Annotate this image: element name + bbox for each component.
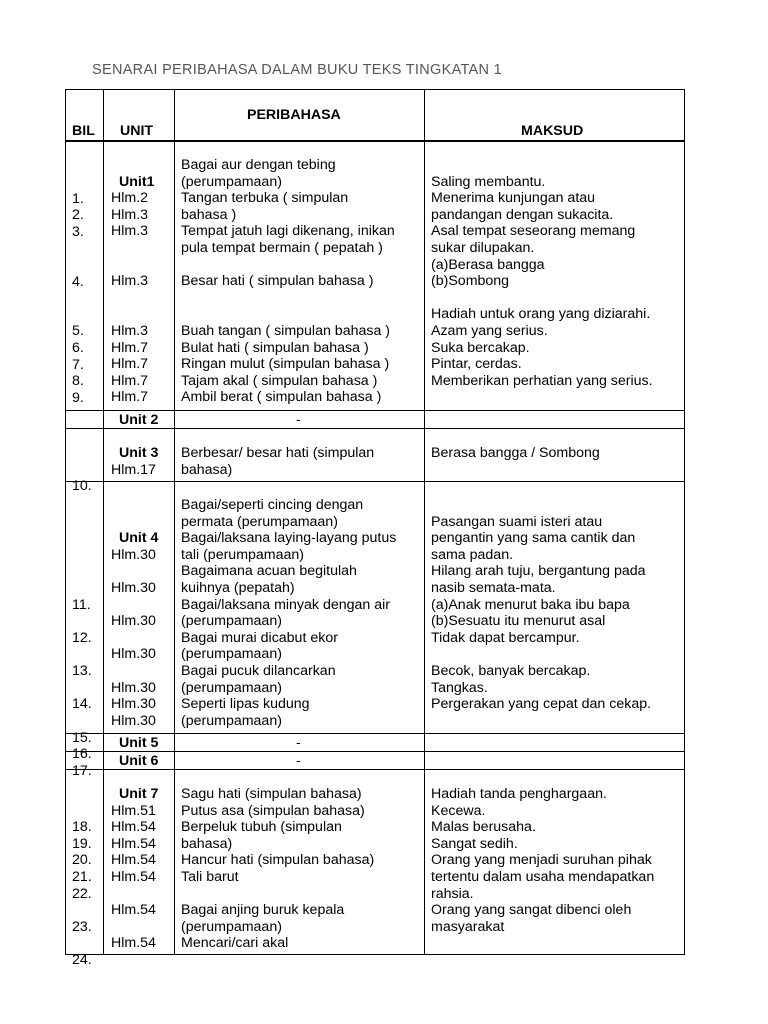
page-reference: Hlm.7 <box>111 356 149 373</box>
row-number: 10. <box>72 478 92 495</box>
page-reference: Hlm.30 <box>111 546 156 563</box>
proverb-text: Bagai aur dengan tebing <box>181 157 336 173</box>
proverb-text: Sagu hati (simpulan bahasa) <box>181 786 362 802</box>
unit-heading: Unit 5 <box>119 735 159 751</box>
proverb-text: bahasa) <box>181 835 233 852</box>
row-number: 22. <box>72 885 92 902</box>
row-number: 2. <box>72 207 84 224</box>
page-reference: Hlm.54 <box>111 935 156 952</box>
proverb-text: (perumpamaan) <box>181 712 282 729</box>
row-number: 18. <box>72 819 92 836</box>
row-number: 7. <box>72 356 84 373</box>
meaning-text: Menerima kunjungan atau <box>431 190 596 207</box>
proverb-text: - <box>296 735 301 751</box>
header-maksud: MAKSUD <box>521 123 584 139</box>
meaning-text: nasib semata-mata. <box>431 580 556 596</box>
unit-heading: Unit 3 <box>119 445 159 461</box>
proverb-text: Tajam akal ( simpulan bahasa ) <box>181 372 378 389</box>
proverb-text: Buah tangan ( simpulan bahasa ) <box>181 323 391 339</box>
proverb-text: pula tempat bermain ( pepatah ) <box>181 240 383 256</box>
meaning-text: pandangan dengan sukacita. <box>431 206 614 223</box>
meaning-text: Asal tempat seseorang memang <box>431 223 636 240</box>
meaning-text: Malas berusaha. <box>431 819 536 836</box>
proverb-text: (perumpamaan) <box>181 918 282 935</box>
proverb-text: tali (perumpamaan) <box>181 546 305 563</box>
row-number: 24. <box>72 952 92 968</box>
proverb-text: Ambil berat ( simpulan bahasa ) <box>181 389 382 406</box>
meaning-text: Kecewa. <box>431 802 486 819</box>
proverb-text: Bulat hati ( simpulan bahasa ) <box>181 339 369 356</box>
page-reference: Hlm.2 <box>111 190 149 207</box>
proverb-text: Berbesar/ besar hati (simpulan <box>181 445 375 461</box>
meaning-text: sama padan. <box>431 546 514 563</box>
proverb-text: Hancur hati (simpulan bahasa) <box>181 852 375 869</box>
page-reference: Hlm.30 <box>111 696 156 713</box>
meaning-text: Orang yang sangat dibenci oleh <box>431 902 632 919</box>
meaning-text: Pasangan suami isteri atau <box>431 513 603 530</box>
page-reference: Hlm.3 <box>111 206 149 223</box>
meaning-text: Pergerakan yang cepat dan cekap. <box>431 696 652 713</box>
proverb-text: Bagai/seperti cincing dengan <box>181 497 364 513</box>
meaning-text: sukar dilupakan. <box>431 240 535 256</box>
row-number: 15. <box>72 729 92 746</box>
proverb-text: Bagai/laksana minyak dengan air <box>181 596 391 613</box>
row-number: 19. <box>72 835 92 852</box>
page-reference: Hlm.30 <box>111 712 156 729</box>
row-number: 20. <box>72 852 92 869</box>
meaning-text: Suka bercakap. <box>431 339 530 356</box>
proverb-text: Tangan terbuka ( simpulan <box>181 190 349 207</box>
meaning-text: pengantin yang sama cantik dan <box>431 530 636 547</box>
column-divider <box>424 89 425 955</box>
page-reference: Hlm.3 <box>111 273 149 290</box>
proverb-text: (perumpamaan) <box>181 646 282 663</box>
meaning-text: Hilang arah tuju, bergantung pada <box>431 563 646 580</box>
page-reference: Hlm.54 <box>111 835 156 852</box>
header-divider <box>65 140 685 142</box>
unit-heading: Unit 2 <box>119 412 159 428</box>
unit-heading: Unit 4 <box>119 530 159 547</box>
meaning-text: Pintar, cerdas. <box>431 356 522 373</box>
proverb-text: Besar hati ( simpulan bahasa ) <box>181 273 374 290</box>
page-reference: Hlm.54 <box>111 869 156 885</box>
row-number: 13. <box>72 663 92 680</box>
row-number: 6. <box>72 340 84 356</box>
proverb-text: permata (perumpamaan) <box>181 513 338 530</box>
row-number: 12. <box>72 630 92 646</box>
meaning-text: Berasa bangga / Sombong <box>431 445 600 461</box>
page-reference: Hlm.51 <box>111 802 156 819</box>
meaning-text: masyarakat <box>431 918 505 935</box>
proverb-text: Bagai pucuk dilancarkan <box>181 663 336 679</box>
proverb-text: Bagai/laksana laying-layang putus <box>181 530 397 547</box>
meaning-text: Tidak dapat bercampur. <box>431 629 580 646</box>
proverb-text: kuihnya (pepatah) <box>181 580 295 596</box>
meaning-text: Azam yang serius. <box>431 323 548 339</box>
page-reference: Hlm.3 <box>111 323 149 339</box>
proverb-text: - <box>296 412 301 428</box>
column-divider <box>174 89 175 955</box>
meaning-text: (a)Berasa bangga <box>431 256 545 273</box>
page-reference: Hlm.17 <box>111 461 156 478</box>
proverb-text: Bagai anjing buruk kepala <box>181 902 345 919</box>
unit-heading: Unit 6 <box>119 753 159 769</box>
proverb-text: (perumpamaan) <box>181 613 282 630</box>
page-reference: Hlm.30 <box>111 580 156 596</box>
meaning-text: (b)Sesuatu itu menurut asal <box>431 613 606 630</box>
meaning-text: Sangat sedih. <box>431 835 518 852</box>
meaning-text: Orang yang menjadi suruhan pihak <box>431 852 652 869</box>
row-divider <box>65 481 685 482</box>
meaning-text: (b)Sombong <box>431 273 510 290</box>
proverb-text: bahasa ) <box>181 206 237 223</box>
row-number: 14. <box>72 696 92 713</box>
proverb-text: Seperti lipas kudung <box>181 696 310 713</box>
page-reference: Hlm.54 <box>111 902 156 919</box>
row-number: 9. <box>72 389 84 406</box>
page-reference: Hlm.30 <box>111 679 156 696</box>
meaning-text: Memberikan perhatian yang serius. <box>431 372 653 389</box>
proverb-text: - <box>296 753 301 769</box>
row-divider <box>65 410 685 411</box>
row-number: 23. <box>72 918 92 935</box>
meaning-text: tertentu dalam usaha mendapatkan <box>431 869 655 885</box>
row-number: 21. <box>72 869 92 885</box>
proverb-text: Tempat jatuh lagi dikenang, inikan <box>181 223 395 240</box>
proverb-text: Putus asa (simpulan bahasa) <box>181 802 365 819</box>
page-reference: Hlm.3 <box>111 223 149 240</box>
page-reference: Hlm.30 <box>111 646 156 663</box>
unit-heading: Unit 7 <box>119 786 159 802</box>
row-number: 17. <box>72 762 92 779</box>
page-reference: Hlm.7 <box>111 339 149 356</box>
proverb-text: bahasa) <box>181 461 233 478</box>
page-reference: Hlm.30 <box>111 613 156 630</box>
header-peribahasa: PERIBAHASA <box>247 107 341 123</box>
page-reference: Hlm.7 <box>111 389 149 406</box>
row-number: 5. <box>72 323 84 340</box>
row-number: 8. <box>72 373 84 390</box>
row-number: 11. <box>72 596 91 613</box>
proverb-text: Ringan mulut (simpulan bahasa ) <box>181 356 390 373</box>
meaning-text: Hadiah tanda penghargaan. <box>431 786 607 802</box>
meaning-text: (a)Anak menurut baka ibu bapa <box>431 596 630 613</box>
row-number: 3. <box>72 223 84 240</box>
unit-heading: Unit1 <box>119 173 155 190</box>
proverb-text: Berpeluk tubuh (simpulan <box>181 819 342 836</box>
meaning-text: Saling membantu. <box>431 173 546 190</box>
row-number: 16. <box>72 746 92 763</box>
page-reference: Hlm.54 <box>111 819 156 836</box>
meaning-text: Hadiah untuk orang yang diziarahi. <box>431 306 651 323</box>
meaning-text: rahsia. <box>431 885 474 902</box>
proverb-text: Mencari/cari akal <box>181 935 289 952</box>
proverb-text: (perumpamaan) <box>181 173 282 190</box>
row-divider <box>65 733 685 734</box>
page-reference: Hlm.54 <box>111 852 156 869</box>
proverb-text: Bagai murai dicabut ekor <box>181 629 338 646</box>
page-title: SENARAI PERIBAHASA DALAM BUKU TEKS TINGKATAN 1 <box>92 62 502 78</box>
proverb-text: Tali barut <box>181 869 239 885</box>
meaning-text: Tangkas. <box>431 679 488 696</box>
row-number: 4. <box>72 273 84 290</box>
row-number: 1. <box>72 190 84 207</box>
proverb-text: (perumpamaan) <box>181 679 282 696</box>
proverb-text: Bagaimana acuan begitulah <box>181 563 357 580</box>
header-unit: UNIT <box>120 123 154 139</box>
header-bil: BIL <box>72 123 95 139</box>
page-reference: Hlm.7 <box>111 372 149 389</box>
meaning-text: Becok, banyak bercakap. <box>431 663 591 679</box>
column-divider <box>103 89 104 955</box>
